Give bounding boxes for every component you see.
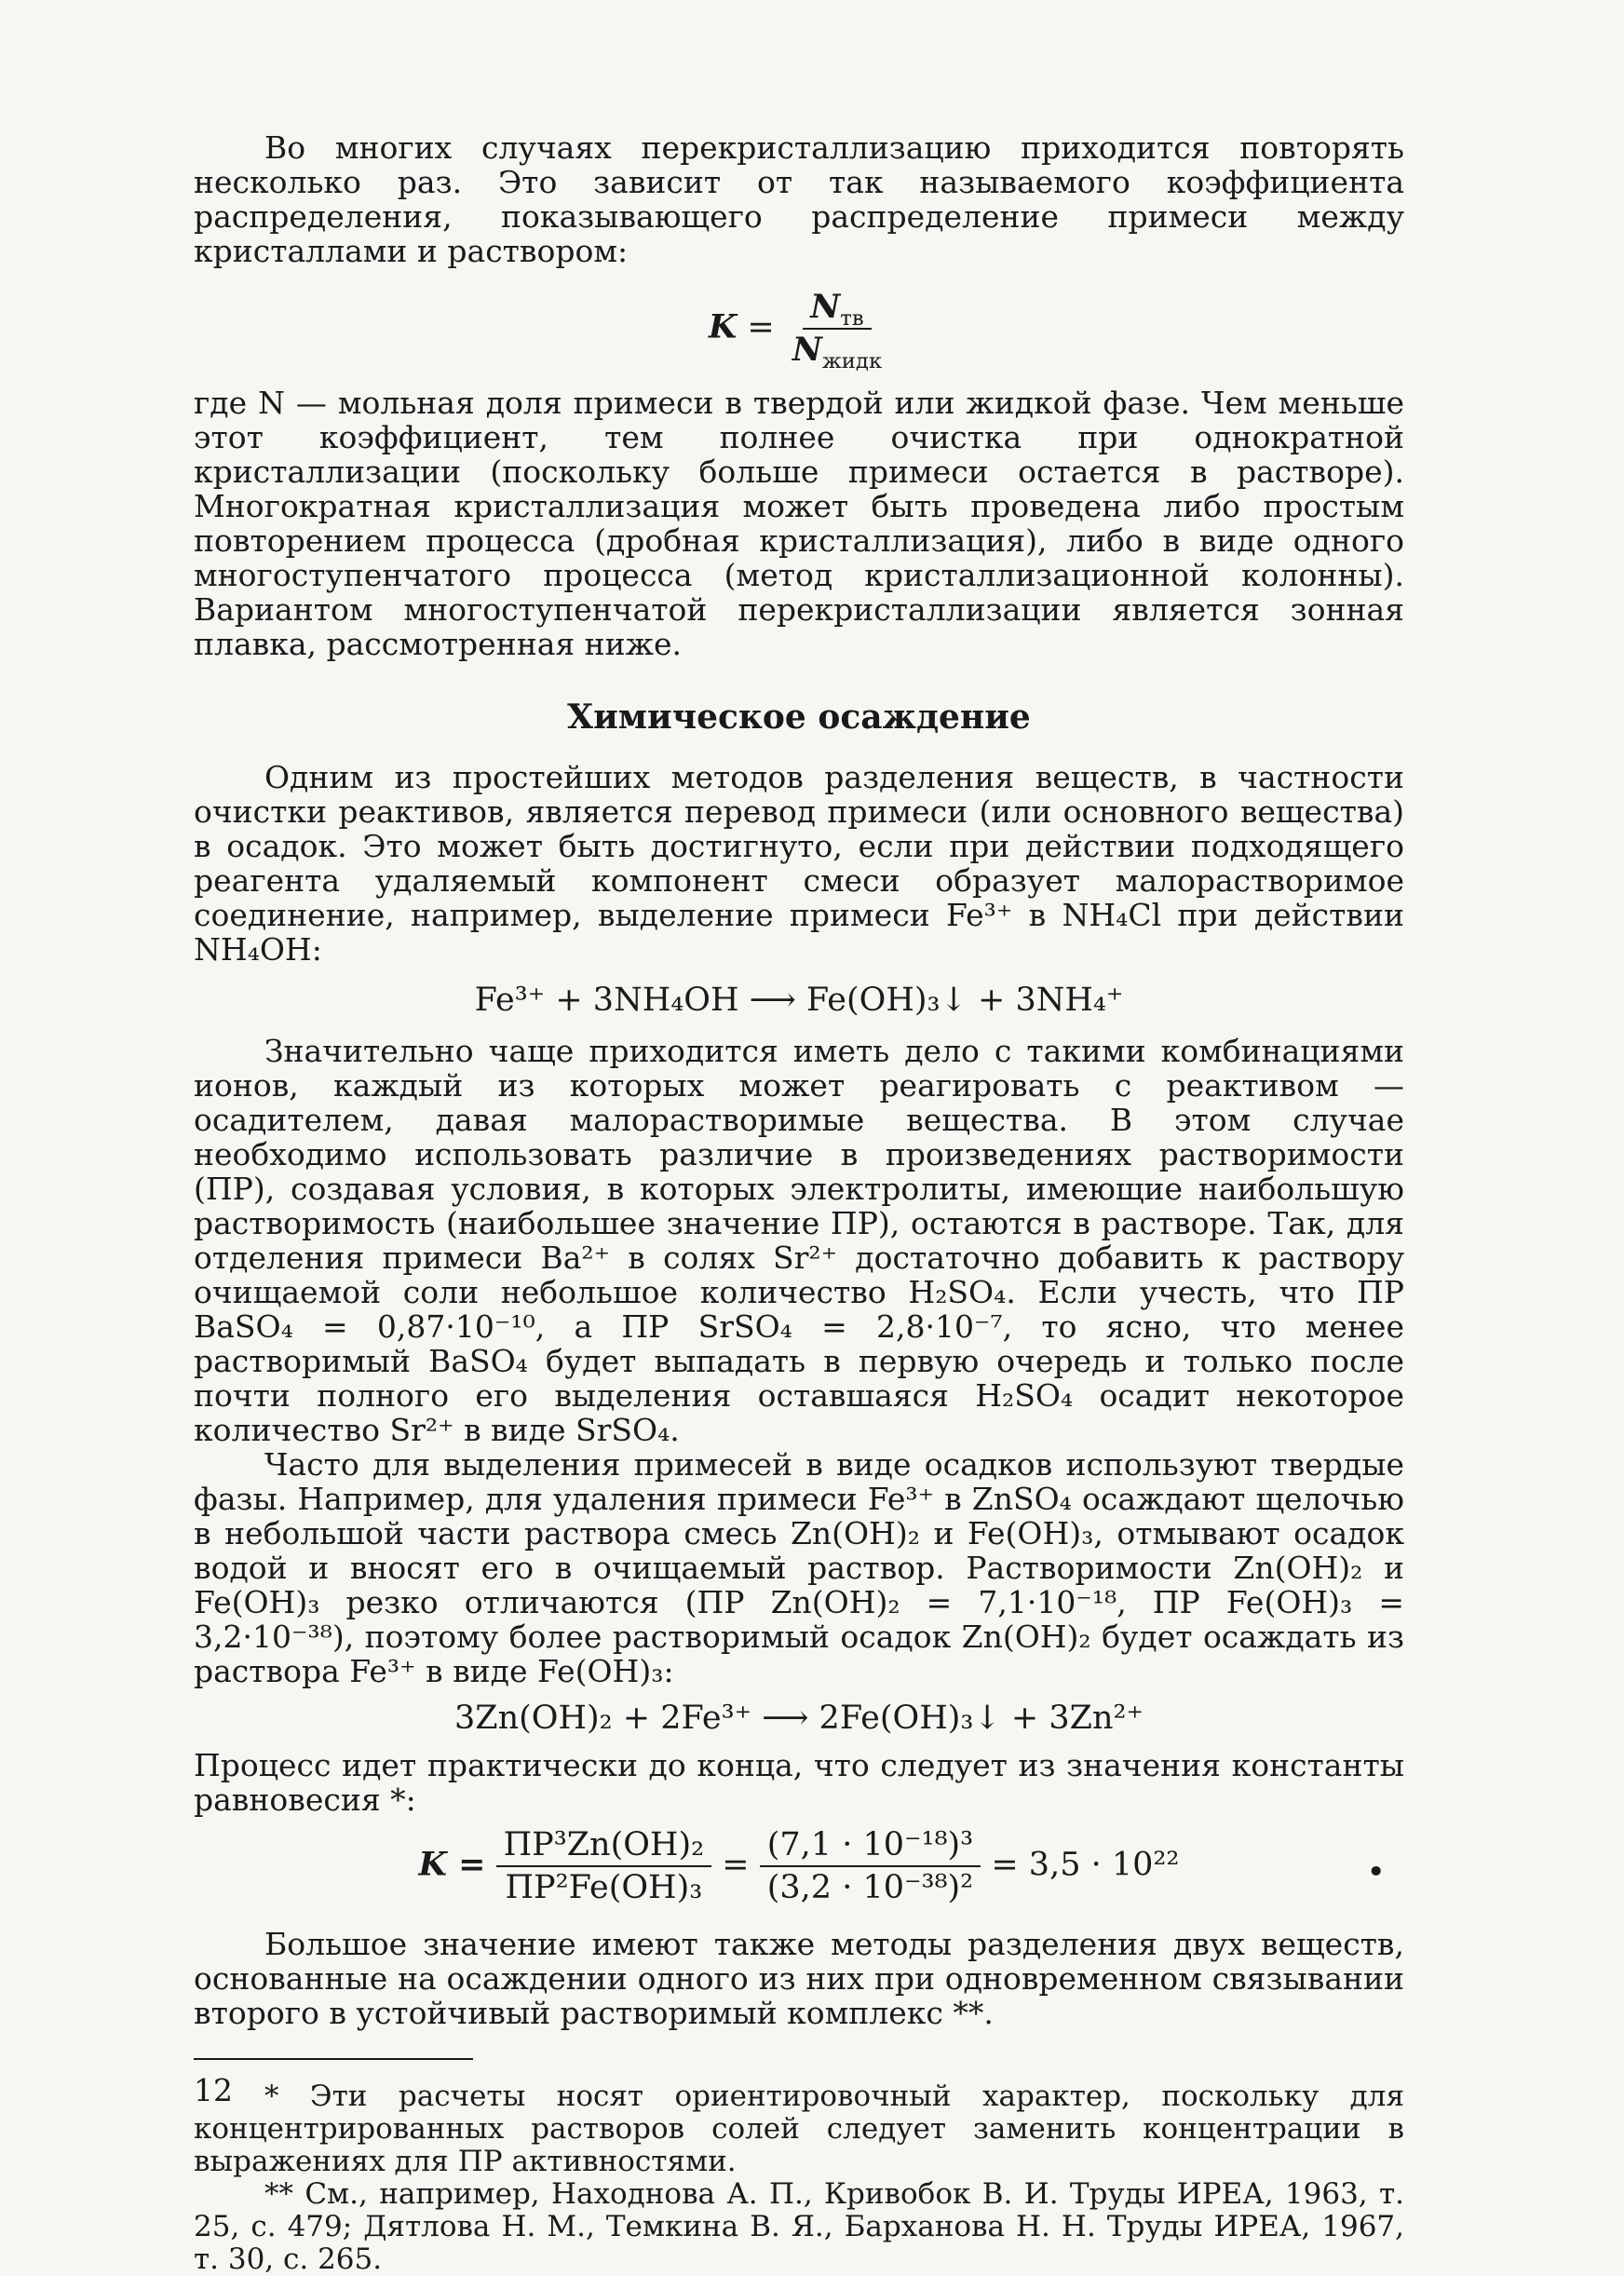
reaction-equation-1: Fe³⁺ + 3NH₄OH ⟶ Fe(OH)₃↓ + 3NH₄⁺ (474, 982, 1124, 1019)
footnote-2: ** См., например, Находнова А. П., Кривобок В. И. Труды ИРЕА, 1963, т. 25, с. 479; Дятлова Н. М., Темкина В. Я., Барханова Н. Н. Труды ИРЕА, 1967, т. 30, с. 265. (194, 2177, 1404, 2276)
reaction-equation-2: 3Zn(OH)₂ + 2Fe³⁺ ⟶ 2Fe(OH)₃↓ + 3Zn²⁺ (454, 1700, 1144, 1737)
fraction1-numerator: ПР³Zn(OH)₂ (496, 1826, 712, 1867)
page-number: 12 (194, 2072, 233, 2108)
denominator-symbol: N (792, 331, 822, 369)
equilibrium-fraction-2 (760, 1826, 981, 1906)
footnote-1: * Эти расчеты носят ориентировочный характер, поскольку для концентрированных растворов солей следует заменить концентрации в выражениях для ПР активностями. (194, 2080, 1404, 2178)
paragraph-complexing: Большое значение имеют также методы разделения двух веществ, основанные на осаждении одного из них при одновременном связывании второго в устойчивый растворимый комплекс **. (194, 1926, 1404, 2031)
section-heading: Химическое осаждение (567, 698, 1031, 737)
denominator-subscript: жидк (821, 349, 883, 373)
main-text-column (194, 130, 1404, 2276)
equilibrium-constant-formula: K = $\frac{\text{ПР³Zn(OH)₂}}{\text{ПР²Fe(OH)₃}}$ = $\frac{\text{(7,1 · 10⁻¹⁸)³}}{\text{(3,2 · 10⁻³⁸)²}}$ = 3,5 · 10²² • (418, 1826, 1386, 1906)
paragraph-solid-phases: Часто для выделения примесей в виде осадков используют твердые фазы. Например, для удаления примеси Fe³⁺ в ZnSO₄ осаждают щелочью в небольшой части раствора смесь Zn(OH)₂ и Fe(OH)₃, отмывают осадок водой и вносят его в очищаемый раствор. Растворимости Zn(OH)₂ и Fe(OH)₃ резко отличаются (ПР Zn(OH)₂ = 7,1·10⁻¹⁸, ПР Fe(OH)₃ = 3,2·10⁻³⁸), поэтому более растворимый осадок Zn(OH)₂ будет осаждать из раствора Fe³⁺ в виде Fe(OH)₃: (194, 1446, 1404, 1689)
footnote-divider (194, 2058, 473, 2060)
trailing-dot: • (1366, 1854, 1386, 1891)
numerator-symbol: N (810, 288, 841, 326)
equilibrium-lhs: K = (418, 1845, 486, 1884)
paragraph-equilibrium: Процесс идет практически до конца, что следует из значения константы равновесия *: (194, 1747, 1404, 1818)
paragraph-intro: Во многих случаях перекристаллизацию приходится повторять несколько раз. Это зависит от так называемого коэффициента распределения, показывающего распределение примеси между кристаллами и раствором: (194, 129, 1404, 269)
numerator-subscript: тв (840, 306, 864, 331)
formula-fraction (785, 288, 889, 373)
equilibrium-fraction-1 (496, 1826, 712, 1906)
equilibrium-result: = 3,5 · 10²² (991, 1846, 1180, 1884)
paragraph-solubility-products: Значительно чаще приходится иметь дело с такими комбинациями ионов, каждый из которых может реагировать с реактивом — осадителем, давая малорастворимые вещества. В этом случае необходимо использовать различие в произведениях растворимости (ПР), создавая условия, в которых электролиты, имеющие наибольшую растворимость (наибольшее значение ПР), остаются в растворе. Так, для отделения примеси Ba²⁺ в солях Sr²⁺ достаточно добавить к раствору очищаемой соли небольшое количество H₂SO₄. Если учесть, что ПР BaSO₄ = 0,87·10⁻¹⁰, а ПР SrSO₄ = 2,8·10⁻⁷, то ясно, что менее растворимый BaSO₄ будет выпадать в первую очередь и только после почти полного его выделения оставшаяся H₂SO₄ осадит некоторое количество Sr²⁺ в виде SrSO₄. (194, 1033, 1404, 1448)
formula-lhs: K (708, 307, 738, 346)
paragraph-coefficient-explanation: где N — мольная доля примеси в твердой или жидкой фазе. Чем меньше этот коэффициент, тем полнее очистка при однократной кристаллизации (поскольку больше примеси остается в растворе). Многократная кристаллизация может быть проведена либо простым повторением процесса (дробная кристаллизация), либо в виде одного многоступенчатого процесса (метод кристаллизационной колонны). Вариантом многоступенчатой перекристаллизации является зонная плавка, рассмотренная ниже. (194, 385, 1404, 662)
paragraph-precipitation: Одним из простейших методов разделения веществ, в частности очистки реактивов, является перевод примеси (или основного вещества) в осадок. Это может быть достигнуто, если при действии подходящего реагента удаляемый компонент смеси образует малорастворимое соединение, например, выделение примеси Fe³⁺ в NH₄Cl при действии NH₄OH: (194, 759, 1404, 968)
distribution-coefficient-formula: K = $\frac{N_{тв}}{N_{жидк}}$ (194, 289, 1404, 369)
fraction1-denominator: ПР²Fe(OH)₃ (505, 1869, 703, 1906)
fraction2-numerator: (7,1 · 10⁻¹⁸)³ (760, 1826, 981, 1867)
fraction2-denominator: (3,2 · 10⁻³⁸)² (766, 1869, 974, 1906)
